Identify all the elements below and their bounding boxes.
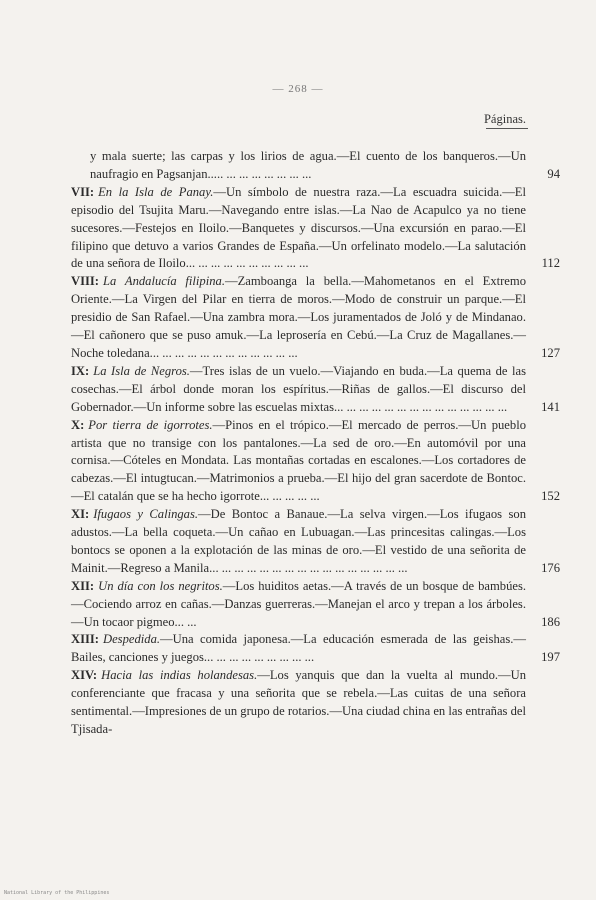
chapter-number: VII: [71,184,95,199]
toc-entry [71,273,560,363]
chapter-title: Por tierra de igorrotes. [88,417,213,432]
library-footer: National Library of the Philippines [4,890,110,896]
chapter-number: IX: [71,363,90,378]
toc-entry [71,578,560,632]
chapter-number: XIII: [71,632,99,647]
toc-entry-text: —Un símbolo de nuestra raza.—La escuadra suicida.—El episodio del Tsujita Maru.—Navegando entre islas.—La Nao de Acapulco ya no tiene sucesores.—Festejos en Iloilo.—Banquetes y discursos.—Una excursión en parao.—El filipino que detuvo a varios Grandes de España.—Un orfelinato modelo.—La salutación de una señora de Iloilo... ... ... ... ... ... ... ... ... ... [71,184,526,271]
toc-page-ref: 176 [541,560,560,575]
toc-entry-text: —Zamboanga la bella.—Mahometanos en el Extremo Oriente.—La Virgen del Pilar en tierra de moros.—Modo de construir un parque.—El presidio de San Rafael.—Una zambra mora.—Los juramentados de Joló y de Mindanao.—El cañonero que se puso amuk.—La leprosería en Cebú.—La Cruz de Magallanes.—Noche toledana... ... ... ... ... ... ... ... ... ... ... ... [71,274,526,360]
toc-entry [71,184,560,274]
toc-entry [71,667,526,739]
chapter-title: En la Isla de Panay. [98,184,214,199]
toc-page-ref: 152 [541,489,560,504]
chapter-number: XI: [71,507,90,522]
pages-header: Páginas. [483,112,526,126]
pages-header-rule [486,128,528,129]
toc-page-ref: 197 [541,650,560,665]
chapter-title: La Isla de Negros. [93,363,190,378]
toc-page-ref: 186 [541,614,560,629]
toc-entry [71,363,560,417]
chapter-title: Un día con los negritos. [98,578,223,593]
chapter-title: Hacia las indias holandesas. [101,668,258,683]
toc-page-ref: 141 [541,399,560,414]
chapter-title: La Andalucía filipina. [103,274,225,289]
toc-entry-text: —Los yanquis que dan la vuelta al mundo.—Un conferenciante que fracasa y una señorita que se rebela.—Las cuitas de una señora sentimental.—Impresiones de un grupo de rotarios.—Una ciudad china en las entrañas del Tjisada- [71,668,526,736]
toc-entry [71,506,560,578]
chapter-title: Ifugaos y Calingas. [93,507,199,522]
toc-page-ref: 94 [547,166,560,181]
toc-entry [71,631,560,667]
toc-entry [71,417,560,507]
chapter-title: Despedida. [103,632,161,647]
page-number: — 268 — [272,83,324,95]
chapter-number: XII: [71,578,95,593]
chapter-number: VIII: [71,274,99,289]
toc-page-ref: 112 [541,256,560,271]
toc-entry-text: —Una comida japonesa.—La educación esmerada de las geishas.—Bailes, canciones y juegos... ... ... ... ... ... ... ... ... [71,632,526,665]
toc-page-ref: 127 [541,345,560,360]
toc-entry-text: —Pinos en el trópico.—El mercado de perros.—Un pueblo artista que no transige con los pantalones.—La sed de oro.—En automóvil por una cornisa.—Cóteles en Mondata. Las montañas cortadas en escalones.—Los cortadores de cabezas.—El intugtucan.—Matrimonios a prueba.—El hijo del gran sacerdote de Bontoc.—El catalán que se ha hecho igorrote... ... ... ... ... [71,417,526,504]
chapter-number: X: [71,417,85,432]
toc-entry-text: —Tres islas de un vuelo.—Viajando en buda.—La quema de las cosechas.—El árbol donde moran los espíritus.—Riñas de gallos.—El discurso del Gobernador.—Un informe sobre las escuelas mixtas... ... ... ... ... ... ... ... ... ... ... ... ... ... [71,363,526,414]
toc-entry [90,148,560,184]
table-of-contents [71,148,560,739]
toc-entry-text: —De Bontoc a Banaue.—La selva virgen.—Los ifugaos son adustos.—La bella coqueta.—Un cañao en Lubuagan.—Las princesitas calingas.—Los bontocs se oponen a la explotación de las minas de oro.—El vestido de una señorita de Mainit.—Regreso a Manila... ... ... ... ... ... ... ... ... ... ... ... ... ... ... ... [71,507,526,575]
toc-entry-text: y mala suerte; las carpas y los lirios de agua.—El cuento de los banqueros.—Un naufragio en Pagsanjan..... ... ... ... ... ... ... ... [90,149,526,181]
toc-entry-text: —Los huiditos aetas.—A través de un bosque de bambúes.—Cociendo arroz en cañas.—Danzas guerreras.—Manejan el arco y trepan a los árboles.—Un tocaor pigmeo... ... [71,578,526,629]
chapter-number: XIV: [71,668,98,683]
